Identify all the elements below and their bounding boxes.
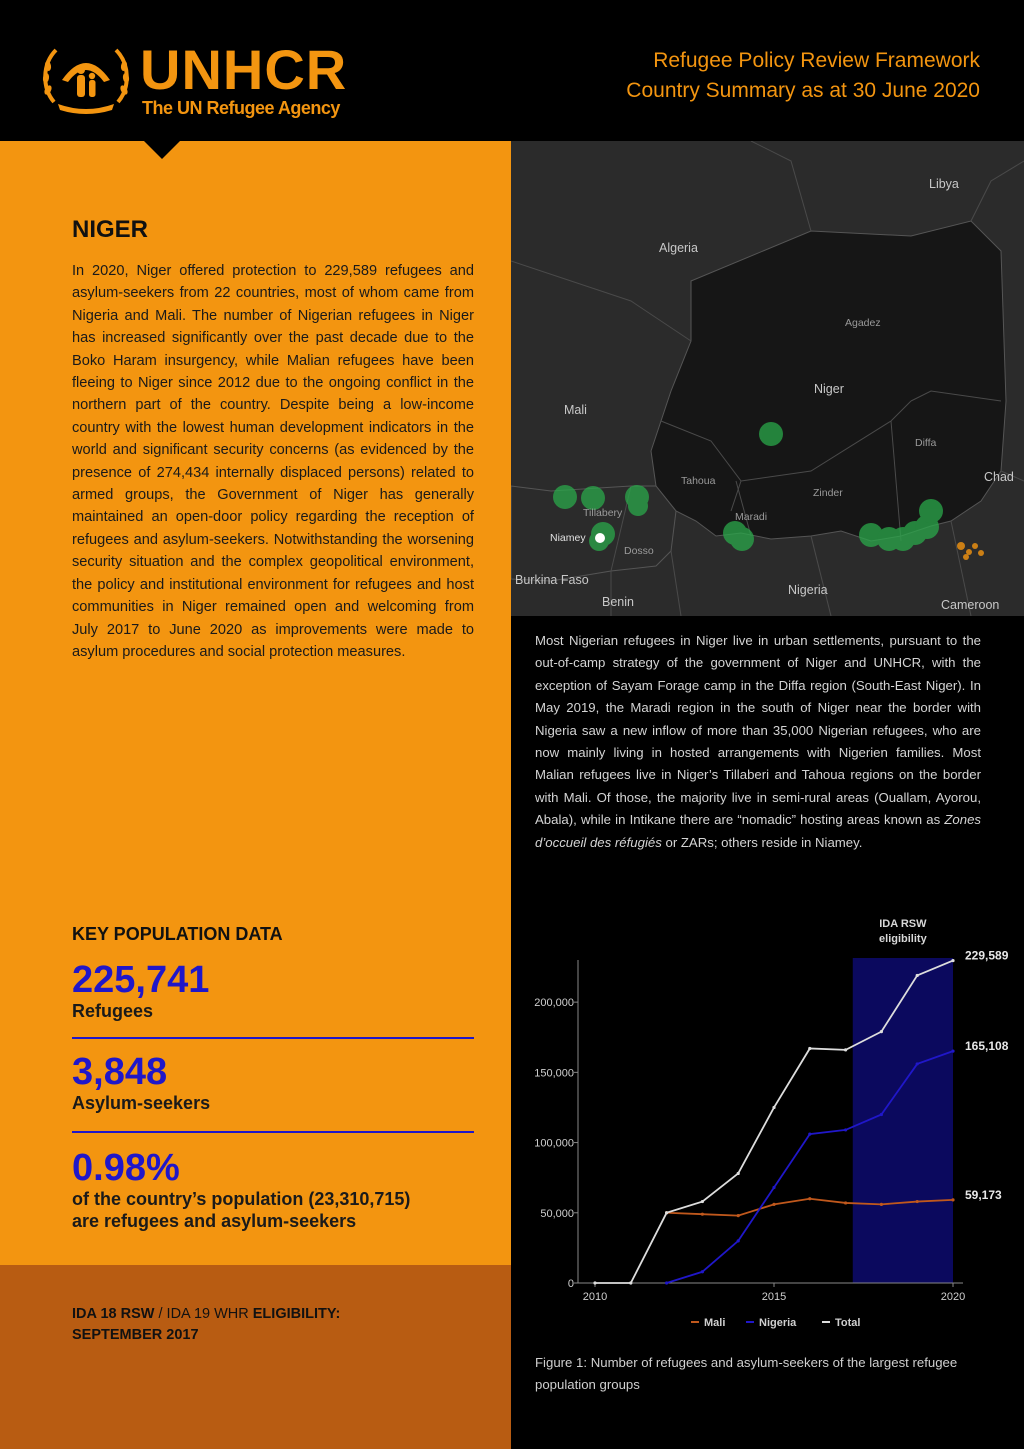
data-point-total [916,974,919,977]
map-description-end: or ZARs; others reside in Niamey. [661,834,863,850]
highlight-label-2: eligibility [879,933,927,945]
y-tick-label: 0 [567,1278,574,1290]
data-point-nigeria [916,1062,919,1065]
map-label-niamey: Niamey [550,532,586,544]
data-point-nigeria [880,1113,883,1116]
map-label-libya: Libya [929,177,959,191]
refugee-trend-chart [511,900,1024,1350]
asylum-value: 3,848 [72,1051,168,1093]
map-label-dosso: Dosso [624,545,654,557]
end-label-nigeria: 165,108 [965,1039,1009,1054]
pct-label-2: are refugees and asylum-seekers [72,1211,357,1231]
data-point-nigeria [701,1270,704,1273]
y-tick-label: 200,000 [534,997,574,1010]
divider [72,1131,474,1133]
title-line-2: Country Summary as at 30 June 2020 [626,79,980,102]
map-label-cameroon: Cameroon [941,598,1000,612]
chart-svg [511,900,1024,1350]
legend-label-total: Total [835,1317,861,1329]
data-point-nigeria [772,1186,775,1189]
data-point-mali [772,1203,775,1206]
data-point-nigeria [737,1239,740,1242]
refugees-label: Refugees [72,1001,154,1021]
refugees-value: 225,741 [72,959,210,1001]
y-tick-label: 150,000 [534,1067,574,1080]
asylum-label: Asylum-seekers [72,1093,211,1113]
country-heading: NIGER [72,216,149,243]
eligibility-band [0,1265,511,1449]
data-point-nigeria [808,1133,811,1136]
data-point-total [808,1047,811,1050]
map-label-niger: Niger [814,382,844,396]
org-tagline: The UN Refugee Agency [142,98,340,118]
pct-value: 0.98% [72,1147,180,1189]
data-point-mali [880,1203,883,1206]
map-label-zinder: Zinder [813,487,843,499]
figure-caption: Figure 1: Number of refugees and asylum-seekers of the largest refugee population groups [535,1355,958,1393]
map-label-mali: Mali [564,403,587,417]
title-line-1: Refugee Policy Review Framework [653,49,980,72]
elig-part-1: IDA 18 RSW [72,1306,155,1322]
data-point-total [737,1172,740,1175]
data-point-mali [916,1200,919,1203]
x-tick-label: 2020 [940,1291,966,1303]
map-label-agadez: Agadez [845,317,881,329]
page-header [0,0,1024,141]
map-label-diffa: Diffa [915,437,937,449]
map-graphic [511,141,1024,616]
data-point-total [701,1200,704,1203]
eligibility-text [72,1304,402,1346]
data-point-total [665,1211,668,1214]
header-notch [144,141,180,159]
map-label-maradi: Maradi [735,511,768,523]
data-point-mali [844,1201,847,1204]
key-data-heading: KEY POPULATION DATA [72,924,283,944]
elig-part-4: SEPTEMBER 2017 [72,1327,199,1343]
data-point-mali [701,1213,704,1216]
divider [72,1037,474,1039]
data-point-total [951,959,954,962]
map-label-tahoua: Tahoua [681,475,716,487]
map-description-emphasis: Zones d’occueil des réfugiés [535,812,981,850]
map-label-benin: Benin [602,595,634,609]
data-point-total [593,1281,596,1284]
org-name: UNHCR [140,38,348,101]
data-point-total [772,1106,775,1109]
intro-paragraph: In 2020, Niger offered protection to 229,589 refugees and asylum-seekers from 22 countries, most of whom came from Nigeria and Mali. The number of Nigerian refugees in Niger has increased significantly over the past decade due to the Boko Haram insurgency, while Malian refugees have been fleeing to Niger since 2012 due to the ongoing conflict in the northern part of the country. Despite being a low-income country with the lowest human development indicators in the world and significant security concerns (as evidenced by the presence of 274,434 internally displaced persons) related to armed groups, the Government of Niger has generally maintained an open-door policy regarding the reception of refugees and asylum-seekers. Notwithstanding the worsening security situation and the complex geopolitical environment, the policy and institutional environment for refugees and host communities in Niger remained open and welcoming from July 2017 to June 2020 as improvements were made to asylum procedures and social protection measures. [72,263,474,660]
highlight-label-1: IDA RSW [879,918,927,930]
data-point-mali [737,1214,740,1217]
data-point-mali [951,1198,954,1201]
legend-label-nigeria: Nigeria [759,1317,797,1329]
data-point-nigeria [844,1128,847,1131]
data-point-mali [808,1197,811,1200]
data-point-total [629,1281,632,1284]
map-label-burkina-faso: Burkina Faso [515,573,589,587]
stat-refugees [72,960,474,1022]
elig-part-3: ELIGIBILITY: [252,1306,341,1322]
data-point-nigeria [665,1281,668,1284]
stat-population-share [72,1148,474,1232]
data-point-total [880,1030,883,1033]
data-point-total [844,1048,847,1051]
niger-map [511,141,1024,616]
map-label-nigeria: Nigeria [788,583,828,597]
map-label-algeria: Algeria [659,241,698,255]
map-description-text: Most Nigerian refugees in Niger live in urban settlements, pursuant to the out-of-camp strategy of the government of Niger and UNHCR, with the exception of Sayam Forage camp in the Diffa region (South-East Niger). In May 2019, the Maradi region in the south of Niger near the border with Nigeria saw a new inflow of more than 35,000 Nigerian refugees, who are now mainly living in hosted arrangements with Nigerien families. Most Malian refugees live in Niger’s Tillaberi and Tahoua regions on the border with Mali. Of those, the majority live in semi-rural areas (Ouallam, Ayorou, Abala), while in Intikane there are “nomadic” hosting areas known as [535,633,981,828]
elig-part-2: / IDA 19 WHR [154,1306,253,1322]
end-label-total: 229,589 [965,948,1009,963]
x-tick-label: 2010 [582,1291,608,1303]
map-description [535,630,981,854]
pct-label-1: of the country’s population (23,310,715) [72,1189,411,1209]
unhcr-emblem-icon [40,40,132,116]
stat-asylum-seekers [72,1052,474,1114]
legend-label-mali: Mali [704,1317,726,1329]
unhcr-logo [40,40,370,120]
end-label-mali: 59,173 [965,1187,1002,1202]
x-tick-label: 2015 [761,1291,787,1303]
data-point-nigeria [951,1050,954,1053]
y-tick-label: 100,000 [534,1137,574,1150]
map-label-chad: Chad [984,470,1014,484]
document-title [626,46,980,106]
map-label-tillabery: Tillabery [583,507,623,519]
y-tick-label: 50,000 [540,1207,574,1220]
